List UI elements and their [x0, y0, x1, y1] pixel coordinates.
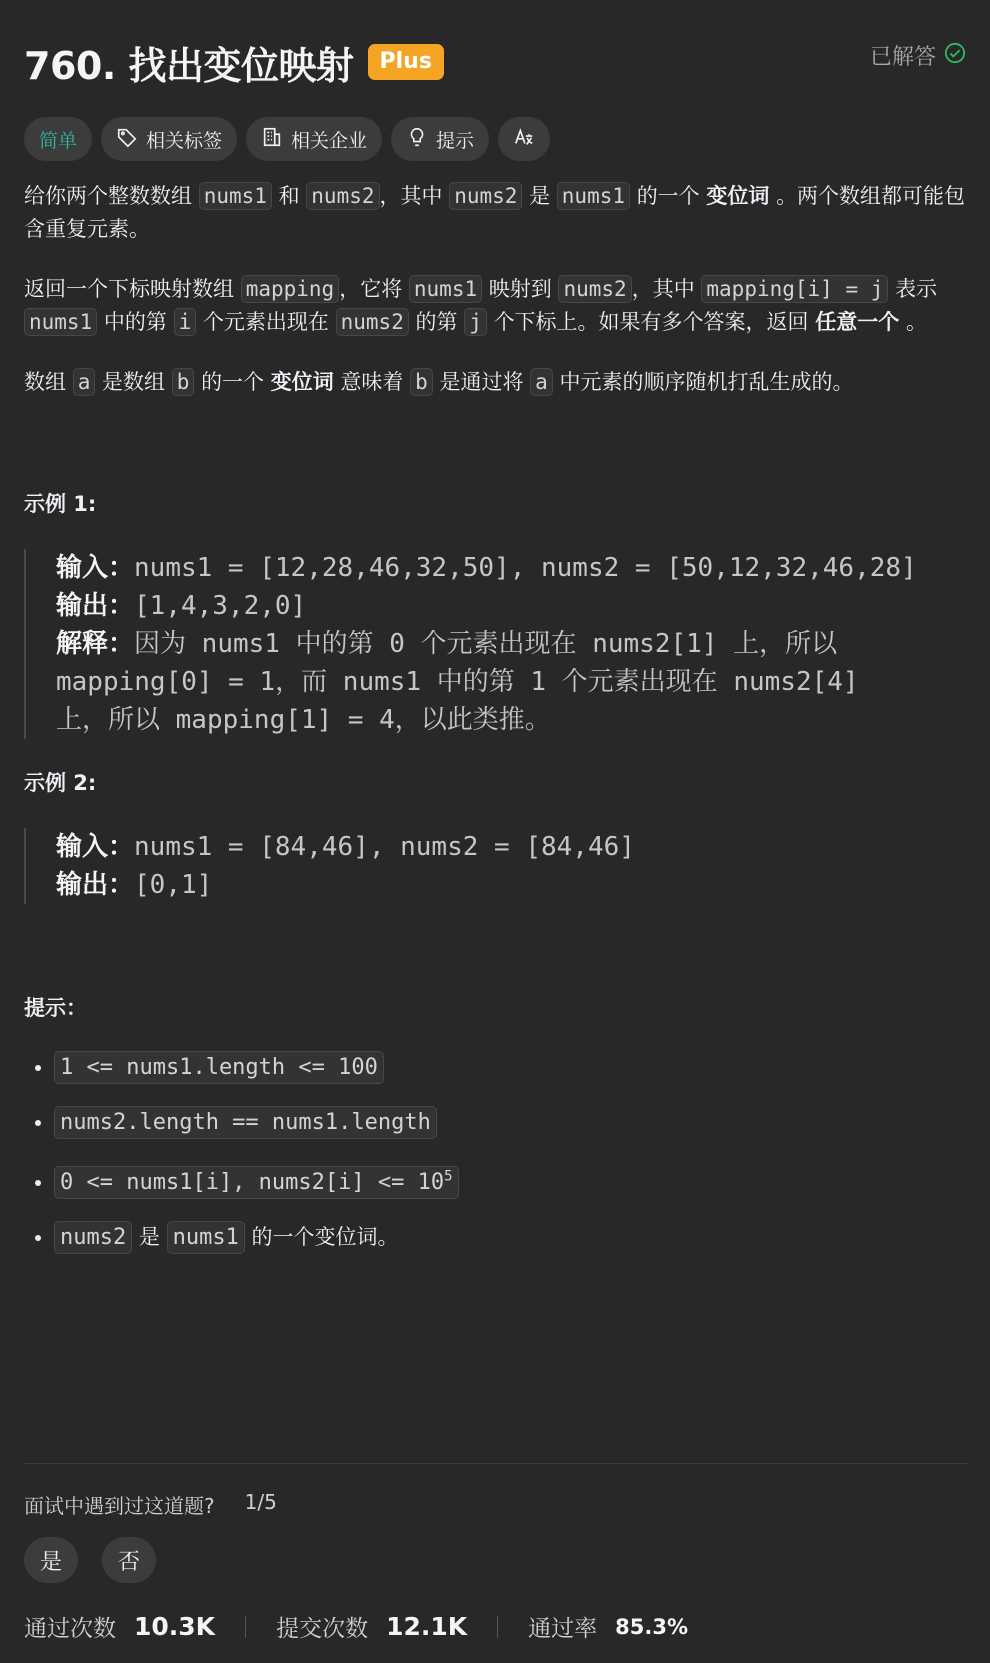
description-paragraph-2: 返回一个下标映射数组 mapping ，它将 nums1 映射到 nums2 ，其中 mapping[i] = j 表示 nums1 中的第 i 个元素出现在 nums2 的第 j 个下标上。如果有多个答案，返回 任意一个 。 [24, 277, 938, 334]
inline-code: nums1 [199, 182, 272, 210]
translate-chip[interactable] [498, 117, 550, 161]
related-companies-label: 相关企业 [291, 129, 368, 152]
difficulty-chip[interactable] [24, 117, 92, 161]
survey-count: 1/5 [244, 1490, 277, 1514]
solved-status[interactable] [870, 40, 966, 71]
tag-chips [24, 117, 550, 161]
accepted-label: 通过次数 [24, 1616, 116, 1642]
inline-code: j [464, 308, 487, 336]
yes-button[interactable]: 是 [24, 1537, 78, 1583]
inline-code: b [172, 368, 195, 396]
inline-code: b [410, 368, 433, 396]
inline-code: mapping[i] = j [701, 275, 888, 303]
lightbulb-icon [406, 126, 428, 153]
constraint-item: • 0 <= nums1[i], nums2[i] <= $10^5$ [54, 1159, 968, 1201]
translate-icon [513, 126, 535, 153]
related-companies-chip[interactable] [246, 117, 382, 161]
submission-stats [24, 1610, 688, 1643]
bold-term: 任意一个 [815, 310, 900, 334]
example-1-title: 示例 1: [24, 492, 97, 516]
problem-content [24, 180, 968, 1274]
inline-code: nums1 [24, 308, 97, 336]
constraint-item: • nums2 是 nums1 的一个变位词。 [54, 1219, 968, 1256]
constraints-title: 提示： [24, 996, 87, 1020]
inline-code: nums1 [557, 182, 630, 210]
constraints-list [24, 1049, 968, 1256]
hint-label: 提示 [436, 129, 475, 152]
building-icon [261, 126, 283, 153]
inline-code: nums2 [306, 182, 379, 210]
submitted-label: 提交次数 [276, 1616, 369, 1642]
example-1-explanation-line: mapping[0] = 1，而 nums1 中的第 1 个元素出现在 nums2[4] [56, 667, 859, 697]
example-1-block [24, 549, 968, 739]
acceptance-rate-label: 通过率 [528, 1616, 598, 1642]
acceptance-rate-value: 85.3% [615, 1614, 688, 1639]
example-1-input: 输入：nums1 = [12,28,46,32,50], nums2 = [50,12,32,46,28] [56, 553, 917, 583]
survey-answers [24, 1537, 156, 1583]
stats-separator [497, 1616, 498, 1638]
constraint-item: • nums2.length == nums1.length [54, 1104, 968, 1141]
accepted-value: 10.3K [134, 1612, 216, 1641]
inline-code: nums2 [558, 275, 631, 303]
example-2-input: 输入：nums1 = [84,46], nums2 = [84,46] [56, 832, 635, 862]
interview-survey [24, 1490, 277, 1519]
bold-term: 变位词 [706, 184, 770, 208]
no-button[interactable]: 否 [102, 1537, 156, 1583]
example-1-output: 输出：[1,4,3,2,0] [56, 591, 307, 621]
plus-badge[interactable]: Plus [368, 44, 444, 80]
inline-code: nums2 [449, 182, 522, 210]
submitted-value: 12.1K [386, 1612, 468, 1641]
description-paragraph-1: 给你两个整数数组 nums1 和 nums2 ，其中 nums2 是 nums1 的一个 变位词 。两个数组都可能包含重复元素。 [24, 184, 966, 241]
survey-question: 面试中遇到过这道题? [24, 1494, 215, 1518]
problem-title[interactable]: 760. 找出变位映射 [24, 43, 354, 88]
constraint-item: • 1 <= nums1.length <= 100 [54, 1049, 968, 1086]
hint-chip[interactable] [391, 117, 489, 161]
description-paragraph-3: 数组 a 是数组 b 的一个 变位词 意味着 b 是通过将 a 中元素的顺序随机打乱生成的。 [24, 370, 854, 394]
related-tags-label: 相关标签 [146, 129, 223, 152]
inline-code: a [530, 368, 553, 396]
difficulty-label: 简单 [39, 129, 78, 152]
example-2-block [24, 828, 968, 904]
tag-icon [116, 126, 138, 153]
title-row [24, 34, 444, 90]
stats-separator [245, 1616, 246, 1638]
inline-code: nums2 [336, 308, 409, 336]
example-1-explanation: 解释：因为 nums1 中的第 0 个元素出现在 nums2[1] 上，所以 [56, 629, 838, 659]
inline-code: a [73, 368, 96, 396]
example-1-explanation-line: 上，所以 mapping[1] = 4，以此类推。 [56, 705, 551, 735]
solved-label: 已解答 [869, 45, 936, 70]
check-circle-icon [944, 42, 966, 70]
inline-code: mapping [241, 275, 340, 303]
related-tags-chip[interactable] [101, 117, 237, 161]
example-2-output: 输出：[0,1] [56, 870, 213, 900]
inline-code: i [174, 308, 197, 336]
inline-code: nums1 [409, 275, 482, 303]
example-2-title: 示例 2: [24, 771, 97, 795]
divider [24, 1463, 968, 1464]
bold-term: 变位词 [270, 370, 334, 394]
